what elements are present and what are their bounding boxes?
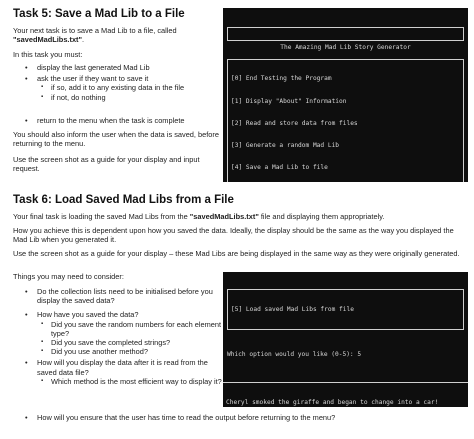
console2-menu-item: [5] Load saved Mad Libs from file <box>231 305 354 313</box>
task5-intro-text: Your next task is to save a Mad Lib to a file, called <box>13 26 177 35</box>
task6-heading: Task 6: Load Saved Mad Libs from a File <box>13 194 234 206</box>
task5-intro-end: . <box>82 35 85 45</box>
task5-bullet-display: • display the last generated Mad Lib <box>13 63 218 72</box>
task5-bullet-ask: • ask the user if they want to save it <box>13 74 218 83</box>
task6-subbullet-other: ▪ Did you use another method? <box>13 347 223 356</box>
task6-consider: Things you may need to consider: <box>13 272 124 281</box>
task5-filename: "savedMadLibs.txt" <box>13 35 83 45</box>
console-menu-item: [4] Save a Mad Lib to file <box>231 164 328 172</box>
task6-bullet-list <box>13 287 223 386</box>
task5-subbullet-nothing: ▪ if not, do nothing <box>13 93 218 102</box>
console-menu-item: [0] End Testing the Program <box>231 75 332 83</box>
task6-paragraph-3: Use the screen shot as a guide for your display – these Mad Libs are being displayed in the same way as they were originally generated. <box>13 249 460 258</box>
task5-inform: You should also inform the user when the data is saved, before returning to the menu. <box>13 130 219 149</box>
console-menu-item: [1] Display "About" Information <box>231 97 347 105</box>
task5-return-list <box>13 116 218 125</box>
task6-p1-text: Your final task is loading the saved Mad Libs from the <box>13 212 190 221</box>
task6-paragraph-1 <box>13 212 468 221</box>
task5-guide: Use the screen shot as a guide for your display and input request. <box>13 155 200 174</box>
console-title: The Amazing Mad Lib Story Generator <box>280 43 411 51</box>
console2-story-line: Cheryl smoked the giraffe and began to change into a car! <box>226 398 439 406</box>
console-menu-frame <box>227 59 464 182</box>
task6-p1-end: file and displaying them appropriately. <box>258 212 385 221</box>
task6-subbullet-random: ▪ Did you save the random numbers for each element type? <box>13 320 223 338</box>
task6-bullet-how-saved: • How have you saved the data? <box>13 310 223 319</box>
task6-bullet-time: • How will you ensure that the user has time to read the output before returning to the menu? <box>13 413 468 422</box>
console2-menu-frame <box>227 289 464 330</box>
console-menu-item: [3] Generate a random Mad Lib <box>231 142 340 150</box>
task6-bullet-initialise: • Do the collection lists need to be initialised before you display the saved data? <box>13 287 223 305</box>
console-menu-item: [2] Read and store data from files <box>231 119 358 127</box>
task6-filename: "savedMadLibs.txt" <box>189 212 259 221</box>
console2-story1-frame <box>223 382 468 407</box>
console-title-frame <box>227 27 464 51</box>
task5-heading: Task 5: Save a Mad Lib to a File <box>13 8 185 20</box>
task5-bullet-return: • return to the menu when the task is complete <box>13 116 218 125</box>
console-screenshot-load <box>223 272 468 407</box>
task5-bullet-list <box>13 63 218 102</box>
task6-subbullet-strings: ▪ Did you save the completed strings? <box>13 338 223 347</box>
console2-option-prompt: Which option would you like (0-5): 5 <box>227 350 362 358</box>
task6-final-list <box>13 413 468 422</box>
task6-bullet-display: • How will you display the data after it is read from the saved data file? <box>13 358 223 376</box>
task5-subbullet-add: ▪ if so, add it to any existing data in the file <box>13 83 218 92</box>
task5-must: In this task you must: <box>13 50 83 59</box>
console-screenshot-save <box>223 8 468 182</box>
task5-intro <box>13 26 213 45</box>
task6-paragraph-2: How you achieve this is dependent upon how you saved the data. Ideally, the display should be the same as the way you displayed the Mad Lib when you generated it. <box>13 226 454 245</box>
task6-subbullet-efficient: ▪ Which method is the most efficient way to display it? <box>13 377 223 386</box>
